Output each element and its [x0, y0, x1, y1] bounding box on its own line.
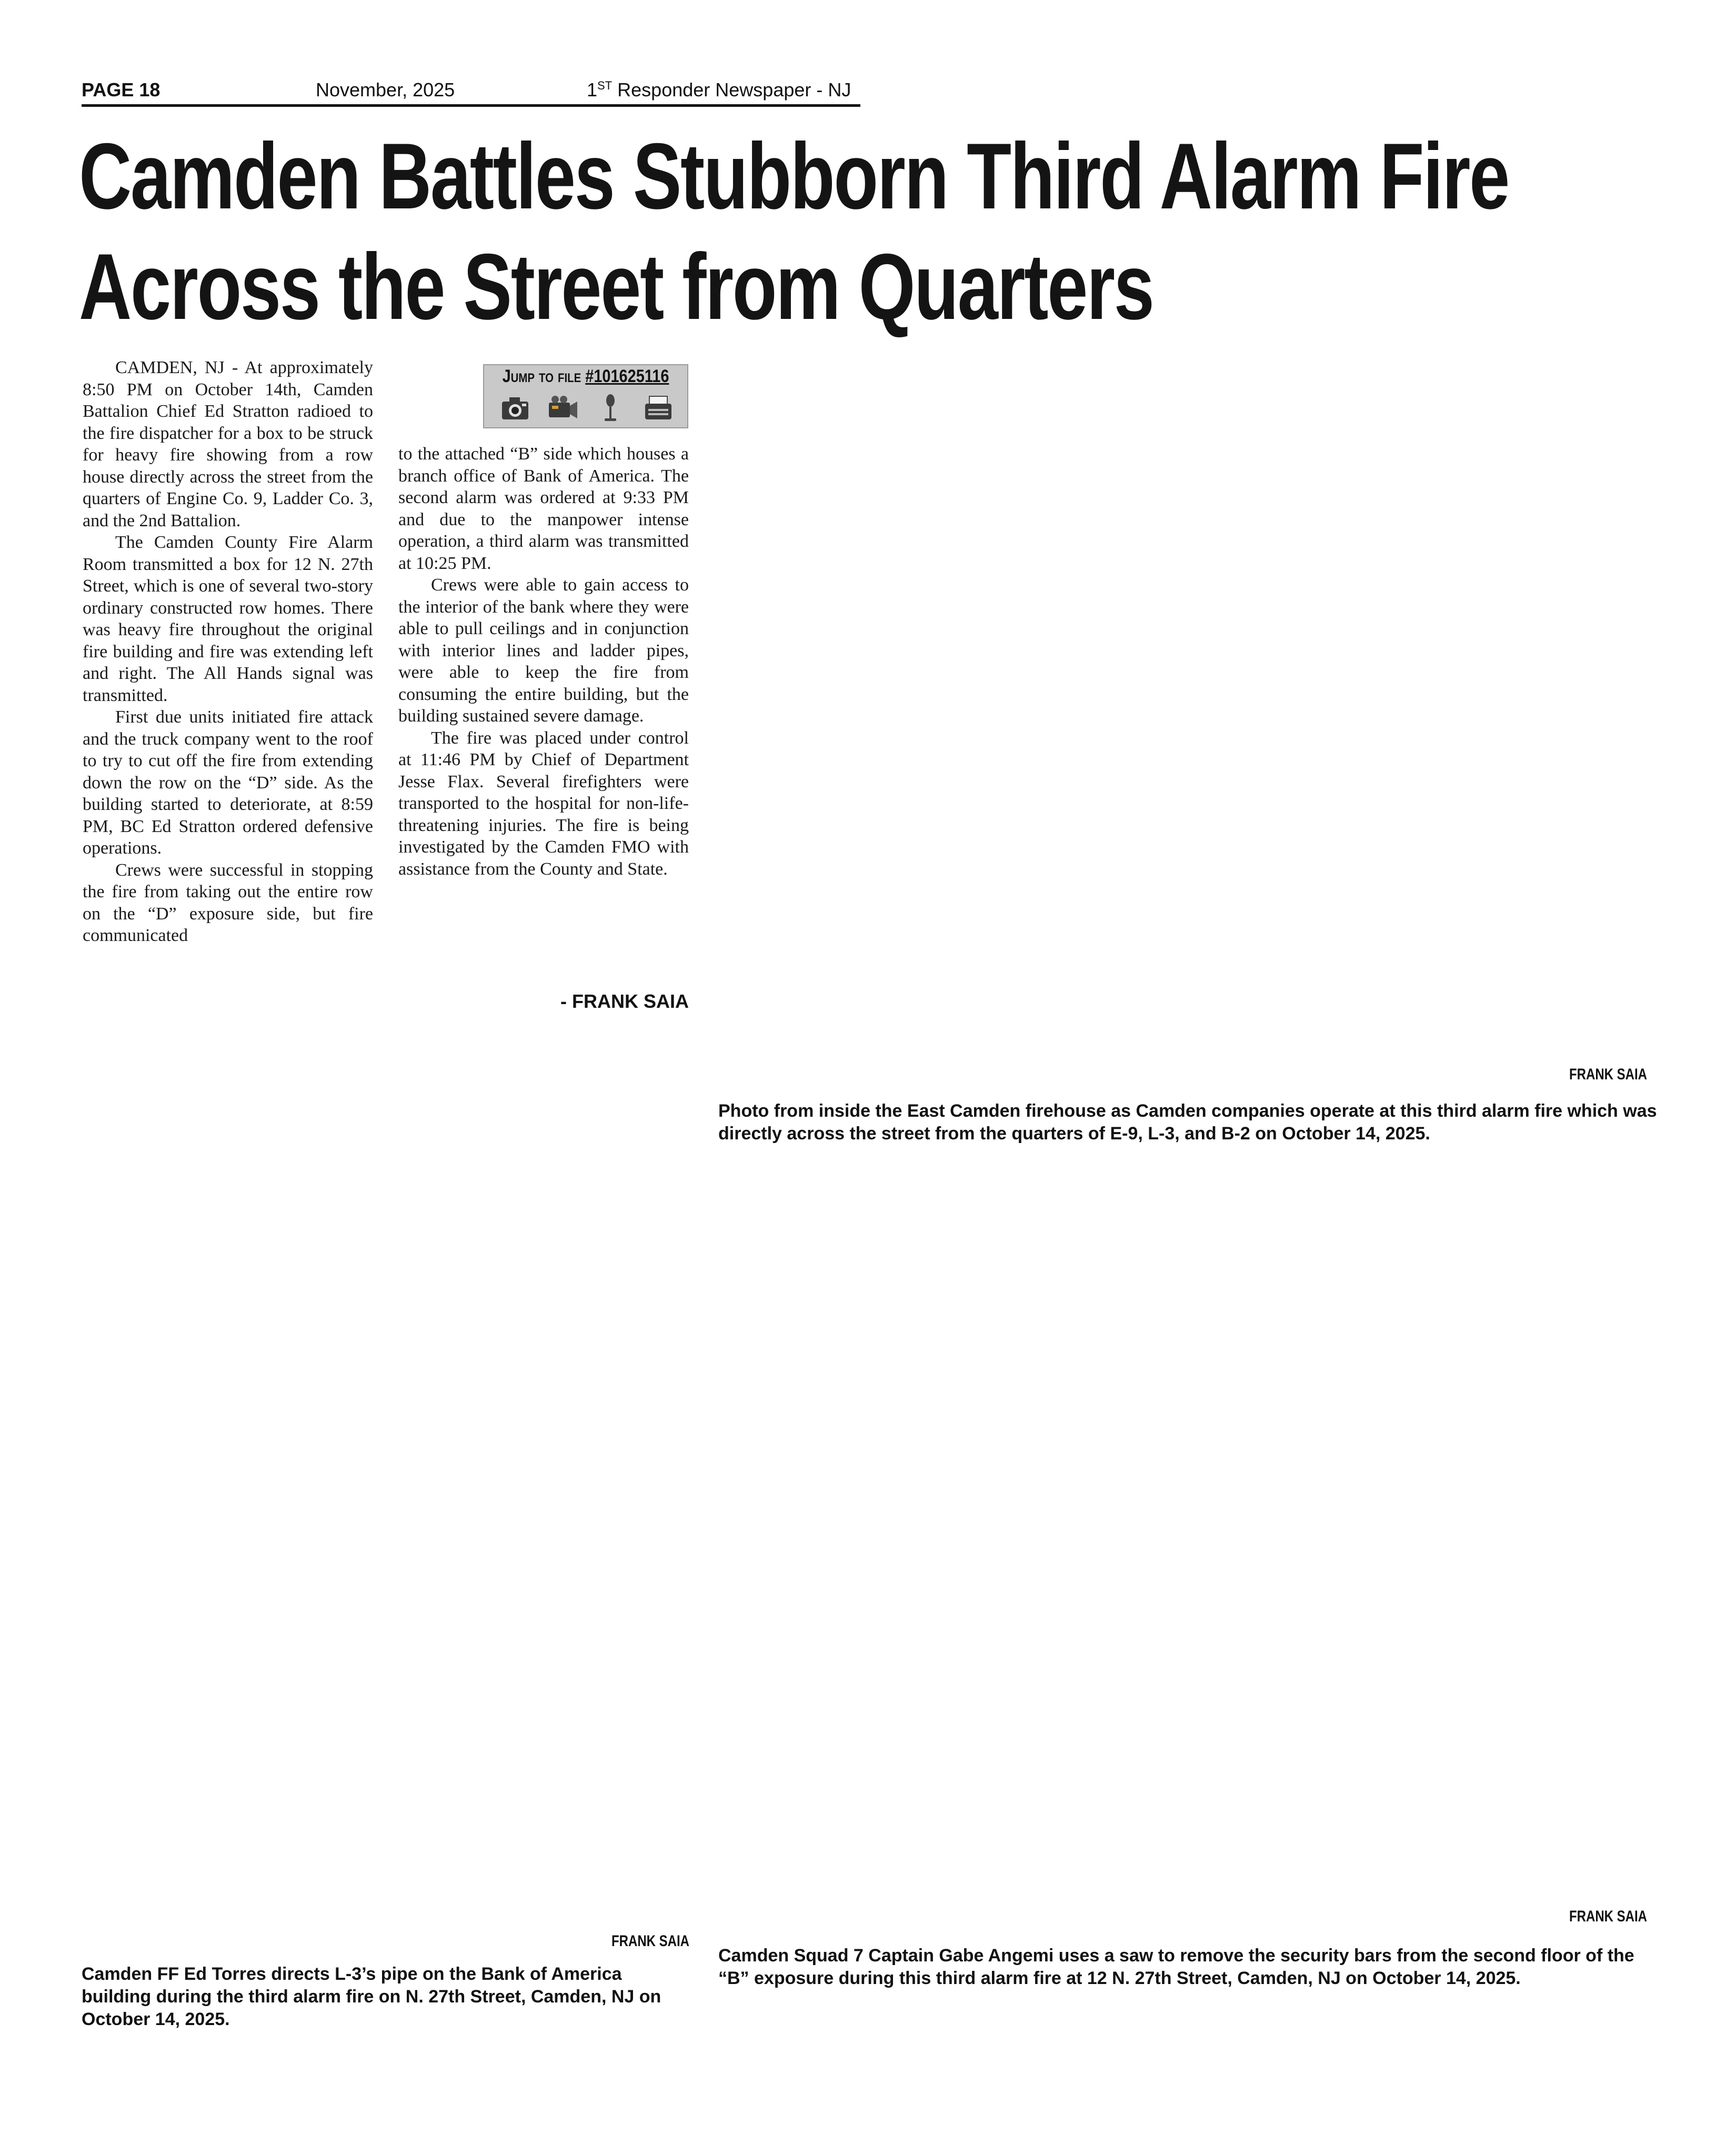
- headline-line-2: Across the Street from Quarters: [79, 234, 1153, 339]
- article-paragraph: to the attached “B” side which houses a branch office of Bank of America. The second alarm was ordered at 9:33 PM and due to the manpower intense operation, a third alarm was transmitted at 10:25 PM.: [398, 444, 689, 573]
- header-rule: [82, 104, 860, 107]
- article-paragraph: First due units initiated fire attack and the truck company went to the roof to try to cut off the fire from extending down the row on the “D” side. As the building started to deteriorate, at 8:59 PM, BC Ed Stratton ordered defensive operations.: [83, 707, 373, 858]
- jump-file-number[interactable]: #101625116: [585, 366, 669, 386]
- jump-icons: [491, 390, 682, 426]
- jump-to-file-box[interactable]: [483, 364, 688, 428]
- issue-date: November, 2025: [316, 79, 455, 101]
- jump-label: Jump to file: [502, 366, 586, 386]
- photo-credit: FRANK SAIA: [1569, 1066, 1647, 1083]
- photo-caption: Camden FF Ed Torres directs L-3’s pipe on the Bank of America building during the third alarm fire on N. 27th Street, Camden, NJ on October 14, 2025.: [82, 1964, 661, 2029]
- article-paragraph: The fire was placed under control at 11:46 PM by Chief of Department Jesse Flax. Several firefighters were transported to the hospital for non-life-threatening injuries. The fire is being investigated by the Camden FMO with assistance from the County and State.: [398, 728, 689, 879]
- article-paragraph: CAMDEN, NJ - At approximately 8:50 PM on October 14th, Camden Battalion Chief Ed Stratton radioed to the fire dispatcher for a box to be struck for heavy fire showing from a row house directly across the street from the quarters of Engine Co. 9, Ladder Co. 3, and the 2nd Battalion.: [83, 358, 373, 530]
- publication-name: [587, 79, 851, 101]
- jump-title: [499, 366, 672, 387]
- camera-icon[interactable]: [499, 392, 531, 425]
- photo-credit: FRANK SAIA: [1569, 1908, 1647, 1925]
- pub-rest: Responder Newspaper - NJ: [612, 79, 851, 101]
- typewriter-icon[interactable]: [642, 392, 675, 425]
- article-paragraph: Crews were successful in stopping the fire from taking out the entire row on the “D” exposure side, but fire communicated: [83, 860, 373, 945]
- pub-prefix: 1: [587, 79, 598, 101]
- article-paragraph: The Camden County Fire Alarm Room transmitted a box for 12 N. 27th Street, which is one of several two-story ordinary constructed row homes. There was heavy fire throughout the original fire building and fire was extending left and right. The All Hands signal was transmitted.: [83, 533, 373, 705]
- page-number: PAGE 18: [82, 79, 160, 101]
- headline-line-1: Camden Battles Stubborn Third Alarm Fire: [79, 124, 1509, 228]
- photo-caption: Camden Squad 7 Captain Gabe Angemi uses a saw to remove the security bars from the second floor of the “B” exposure during this third alarm fire at 12 N. 27th Street, Camden, NJ on October 14, 2025.: [718, 1946, 1634, 1988]
- microphone-icon[interactable]: [594, 392, 627, 425]
- article-column-2: [398, 443, 689, 880]
- photo-caption: Photo from inside the East Camden firehouse as Camden companies operate at this third alarm fire which was directly across the street from the quarters of E-9, L-3, and B-2 on October 14, 2025.: [718, 1101, 1657, 1144]
- photo-credit: FRANK SAIA: [611, 1932, 689, 1950]
- video-camera-icon[interactable]: [547, 392, 579, 425]
- article-byline: - FRANK SAIA: [560, 990, 689, 1012]
- article-paragraph: Crews were able to gain access to the interior of the bank where they were able to pull ceilings and in conjunction with interior lines and ladder pipes, were able to keep the fire from consuming the entire building, but the building sustained severe damage.: [398, 575, 689, 726]
- article-column-1: [83, 357, 373, 947]
- headline: [79, 121, 1509, 342]
- pub-superscript: ST: [597, 79, 613, 92]
